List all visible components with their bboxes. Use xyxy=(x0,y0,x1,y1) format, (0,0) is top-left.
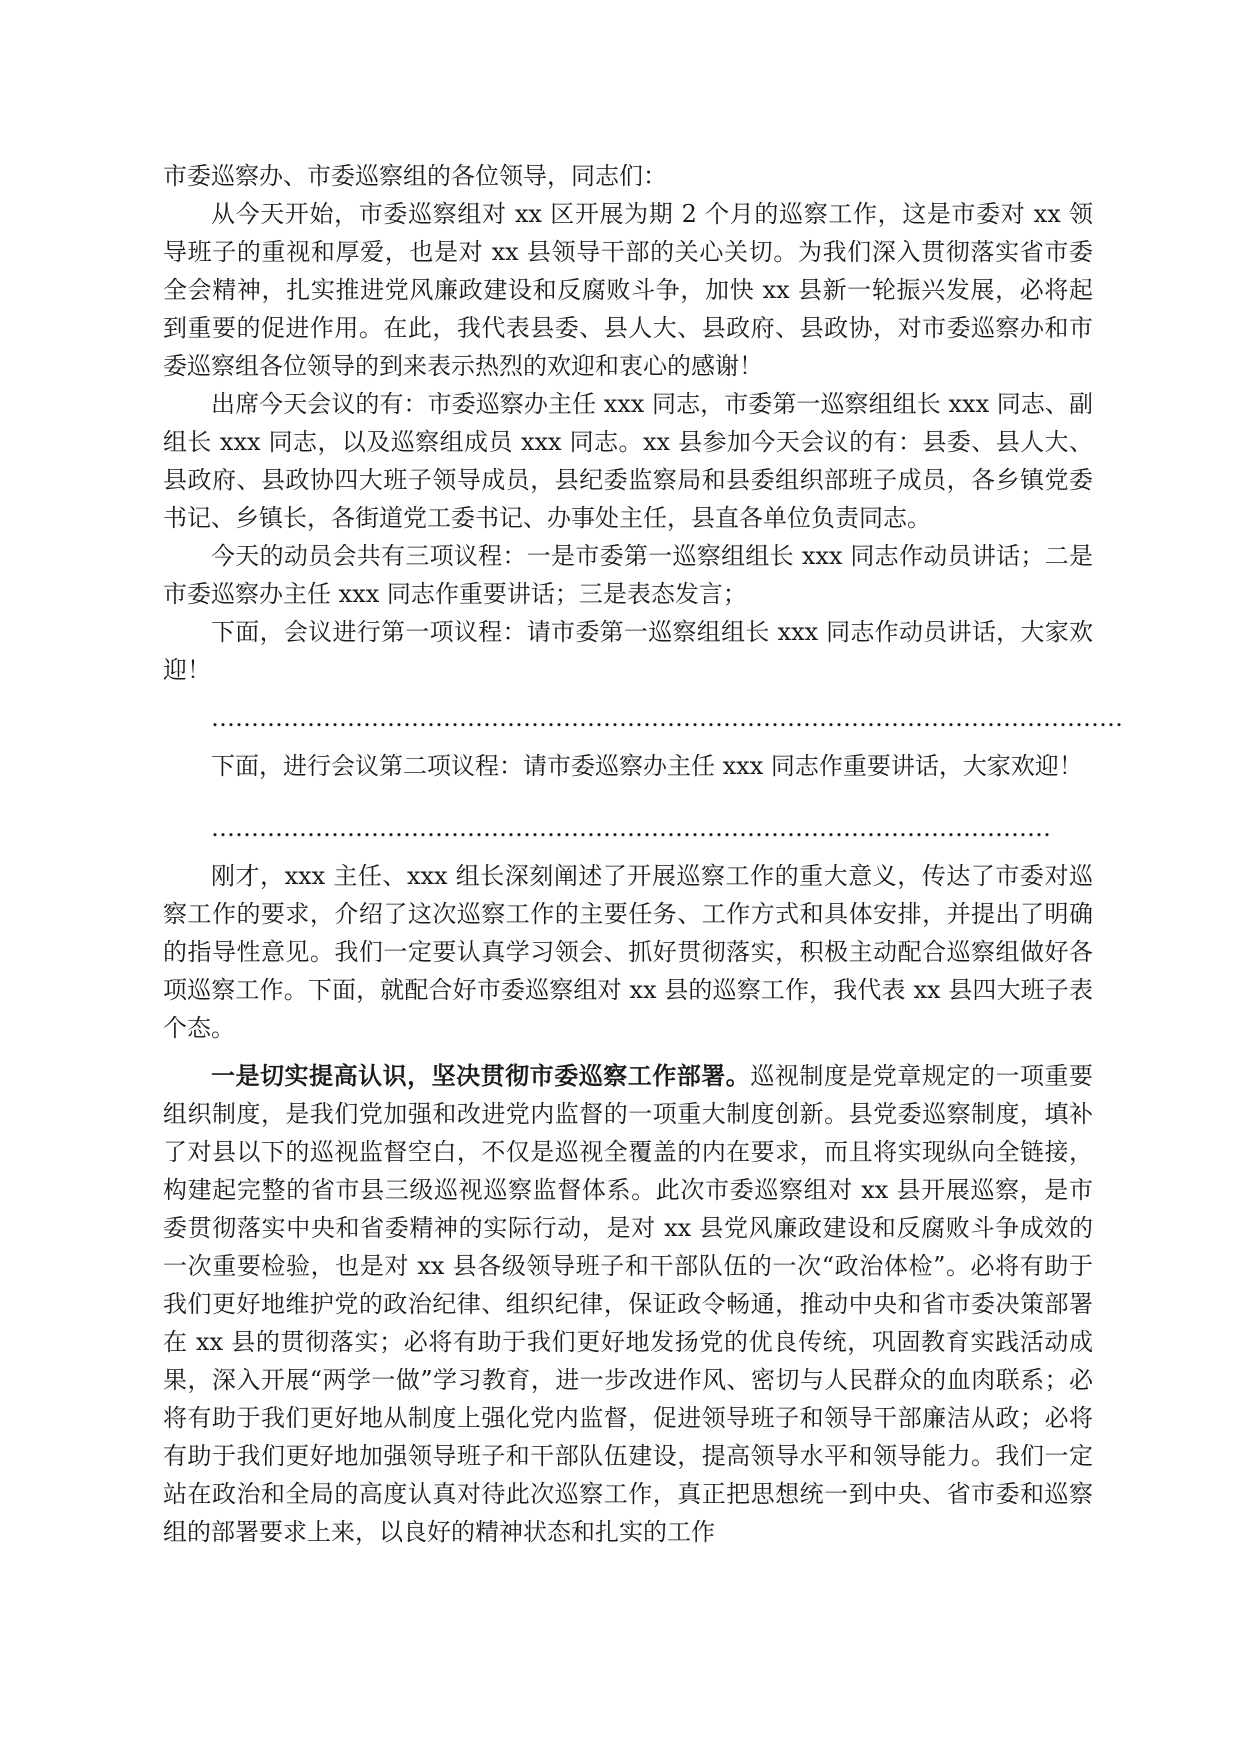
point-one-body: 巡视制度是党章规定的一项重要组织制度，是我们党加强和改进党内监督的一项重大制度创新。县党委巡察制度，填补了对县以下的巡视监督空白，不仅是巡视全覆盖的内在要求，而且将实现纵向全链接，构建起完整的省市县三级巡视巡察监督体系。此次市委巡察组对 xx 县开展巡察，是市委贯彻落实中央和省委精神的实际行动，是对 xx 县党风廉政建设和反腐败斗争成效的一次重要检验，也是对 xx 县各级领导班子和干部队伍的一次“政治体检”。必将有助于我们更好地维护党的政治纪律、组织纪律，保证政令畅通，推动中央和省市委决策部署在 xx 县的贯彻落实；必将有助于我们更好地发扬党的优良传统，巩固教育实践活动成果，深入开展“两学一做”学习教育，进一步改进作风、密切与人民群众的血肉联系；必将有助于我们更好地从制度上强化党内监督，促进领导班子和领导干部廉洁从政；必将有助于我们更好地加强领导班子和干部队伍建设，提高领导水平和领导能力。我们一定站在政治和全局的高度认真对待此次巡察工作，真正把思想统一到中央、省市委和巡察组的部署要求上来，以良好的精神状态和扎实的工作 xyxy=(163,1062,1093,1546)
paragraph-agenda: 今天的动员会共有三项议程：一是市委第一巡察组组长 xxx 同志作动员讲话；二是市委巡察办主任 xxx 同志作重要讲话；三是表态发言； xyxy=(163,542,1093,608)
document-page xyxy=(163,157,1123,1551)
ellipsis-separator-2: …………………………………………………………………………………………… xyxy=(211,814,1051,842)
paragraph-summary: 刚才，xxx 主任、xxx 组长深刻阐述了开展巡察工作的重大意义，传达了市委对巡察工作的要求，介绍了这次巡察工作的主要任务、工作方式和具体安排，并提出了明确的指导性意见。我们一定要认真学习领会、抓好贯彻落实，积极主动配合巡察组做好各项巡察工作。下面，就配合好市委巡察组对 xx 县的巡察工作，我代表 xx 县四大班子表个态。 xyxy=(163,862,1093,1042)
paragraph-second-item: 下面，进行会议第二项议程：请市委巡察办主任 xxx 同志作重要讲话，大家欢迎！ xyxy=(211,752,1083,780)
paragraph-first-item: 下面，会议进行第一项议程：请市委第一巡察组组长 xxx 同志作动员讲话，大家欢迎！ xyxy=(163,618,1093,684)
point-one-heading: 一是切实提高认识，坚决贯彻市委巡察工作部署。 xyxy=(211,1061,751,1090)
paragraph-attendees: 出席今天会议的有：市委巡察办主任 xxx 同志，市委第一巡察组组长 xxx 同志、副组长 xxx 同志，以及巡察组成员 xxx 同志。xx 县参加今天会议的有：县委、县人大、县政府、县政协四大班子领导成员，县纪委监察局和县委组织部班子成员，各乡镇党委书记、乡镇长，各街道党工委书记、办事处主任，县直各单位负责同志。 xyxy=(163,390,1093,532)
paragraph-opening: 从今天开始，市委巡察组对 xx 区开展为期 2 个月的巡察工作，这是市委对 xx 领导班子的重视和厚爱，也是对 xx 县领导干部的关心关切。为我们深入贯彻落实省市委全会精神，扎实推进党风廉政建设和反腐败斗争，加快 xx 县新一轮振兴发展，必将起到重要的促进作用。在此，我代表县委、县人大、县政府、县政协，对市委巡察办和市委巡察组各位领导的到来表示热烈的欢迎和衷心的感谢！ xyxy=(163,200,1093,380)
salutation: 市委巡察办、市委巡察组的各位领导，同志们： xyxy=(163,162,667,190)
ellipsis-separator-1: …………………………………………………………………………………………………… xyxy=(211,704,1123,732)
paragraph-point-one xyxy=(163,1057,1093,1551)
